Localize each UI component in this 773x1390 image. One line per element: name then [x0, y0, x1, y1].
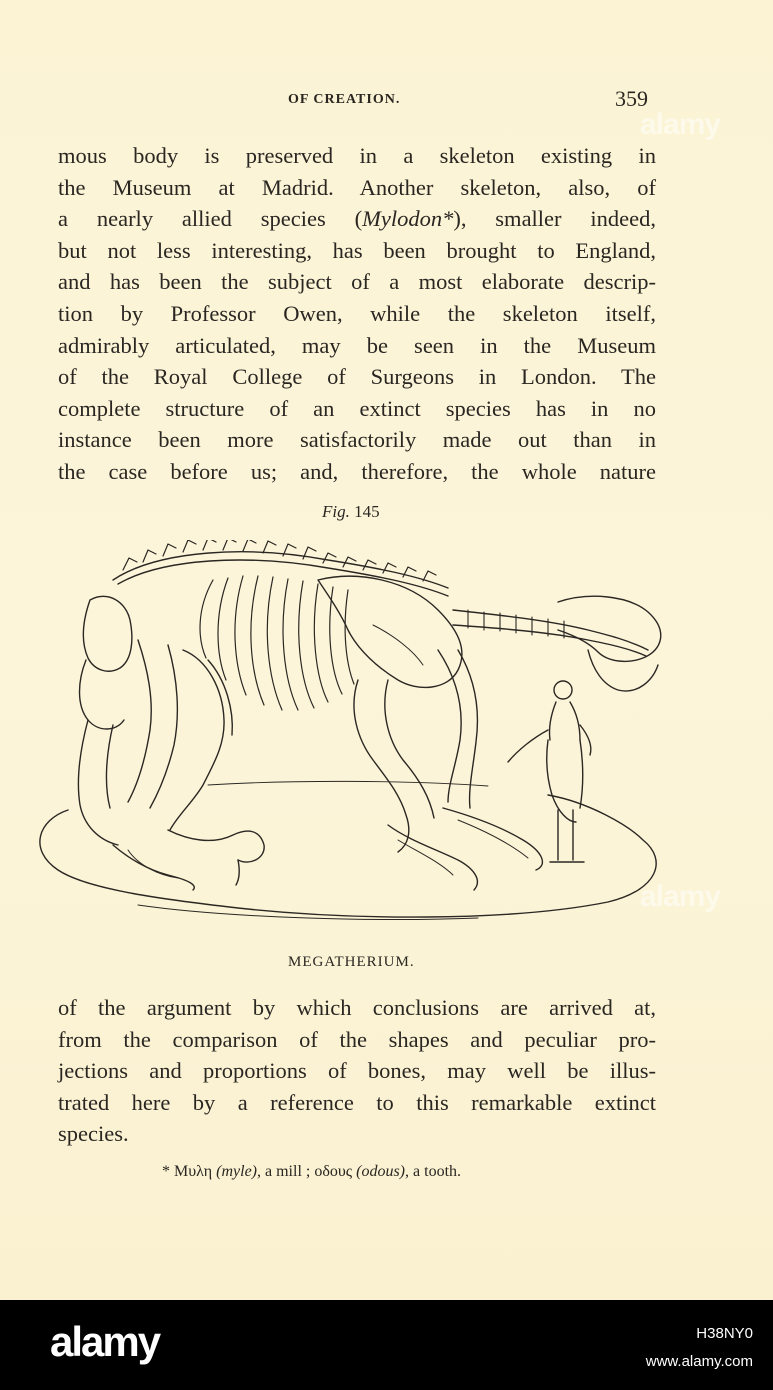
footnote-transliteration: (myle) [216, 1163, 257, 1180]
text-line: trated here by a reference to this remarkable extinct [58, 1089, 656, 1115]
watermark: alamy [640, 108, 721, 141]
alamy-logo: alamy [50, 1318, 160, 1365]
footnote-gloss: , a mill ; [257, 1163, 311, 1180]
text-line: of the argument by which conclusions are arrived at, [58, 995, 656, 1020]
footnote [162, 1163, 461, 1181]
megatherium-skeleton-illustration [28, 540, 678, 930]
text-line: but not less interesting, has been brought to England, [58, 237, 656, 263]
watermark: alamy [640, 880, 721, 913]
footnote-greek-word: οδους [314, 1163, 353, 1180]
text-line: the case before us; and, therefore, the whole nature [58, 458, 656, 484]
text-line: instance been more satisfactorily made out than in [58, 427, 656, 453]
page-number: 359 [615, 86, 648, 111]
top-paragraph [58, 140, 656, 488]
text-line: species. [58, 1121, 129, 1147]
species-name: Mylodon* [362, 206, 454, 232]
text-line: from the comparison of the shapes and peculiar pro- [58, 1026, 656, 1052]
text-line: a nearly allied species (Mylodon*), smaller indeed, [58, 206, 656, 232]
text-line: the Museum at Madrid. Another skeleton, also, of [58, 174, 656, 200]
text-line: of the Royal College of Surgeons in London. The [58, 364, 656, 390]
text-line: and has been the subject of a most elaborate descrip- [58, 269, 656, 295]
text-line: mous body is preserved in a skeleton existing in [58, 143, 656, 168]
image-id: H38NY0 [696, 1325, 753, 1342]
footnote-transliteration: (odous) [356, 1163, 406, 1180]
text-line: tion by Professor Owen, while the skeleton itself, [58, 300, 656, 326]
footnote-gloss: , a tooth. [405, 1163, 462, 1180]
stock-footer-bar [0, 1300, 773, 1390]
footnote-greek-word: Μυλη [174, 1163, 213, 1180]
text-line: jections and proportions of bones, may well be illus- [58, 1058, 656, 1084]
site-url: www.alamy.com [645, 1353, 753, 1370]
figure-label-number: 145 [354, 502, 380, 521]
figure-label-word: Fig. [322, 502, 350, 521]
text-line: complete structure of an extinct species has in no [58, 395, 656, 421]
bottom-paragraph [58, 992, 656, 1150]
footnote-marker: * [162, 1163, 170, 1180]
figure-caption: MEGATHERIUM. [288, 954, 415, 970]
running-title: OF CREATION. [288, 92, 401, 107]
figure-label [322, 502, 380, 522]
image-id-block [646, 1320, 753, 1376]
text-line: admirably articulated, may be seen in the Museum [58, 332, 656, 358]
